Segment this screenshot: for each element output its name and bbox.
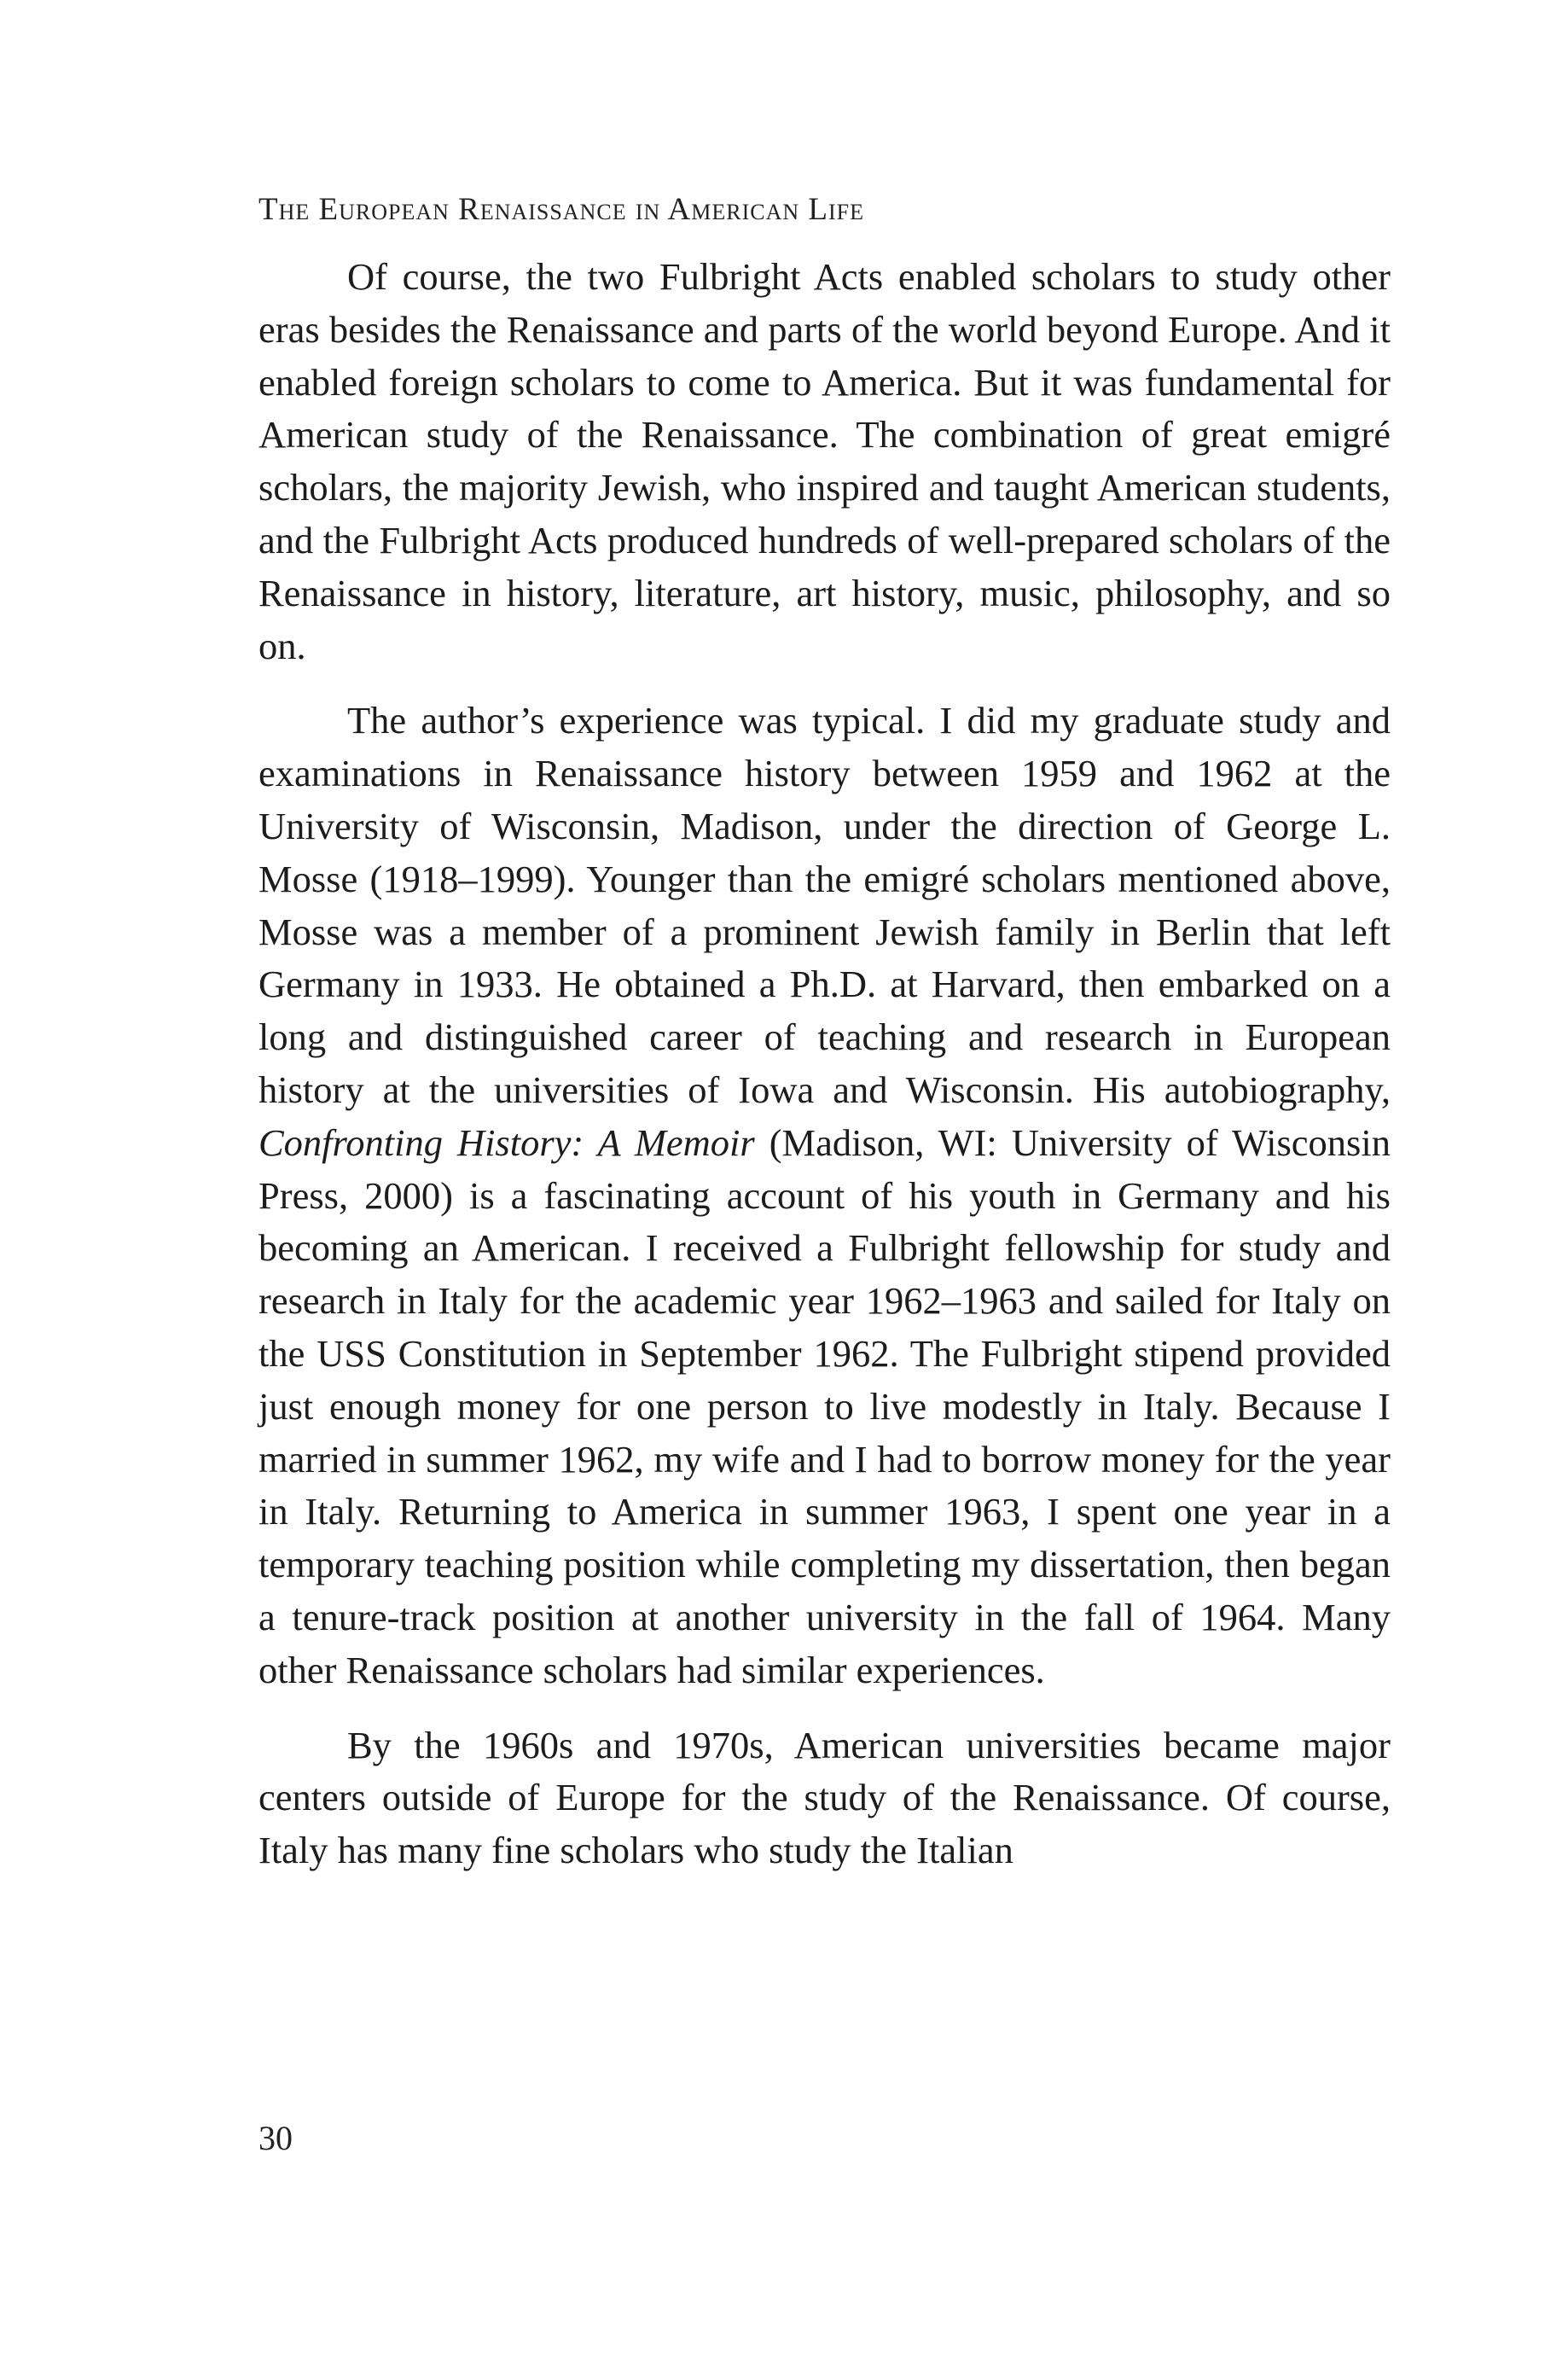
paragraph-2 <box>258 695 1391 1696</box>
paragraph-3: By the 1960s and 1970s, American universities became major centers outside of Europe for the study of the Renaissance. Of course, Italy has many fine scholars who study the Italian <box>258 1723 1391 1872</box>
paragraph-1: Of course, the two Fulbright Acts enabled scholars to study other eras besides the Renaissance and parts of the world beyond Europe. And it enabled foreign scholars to come to America. But it was fundamental for American study of the Renaissance. The combination of great emigré scholars, the majority Jewish, who inspired and taught American students, and the Fulbright Acts produced hundreds of well-prepared scholars of the Renaissance in history, literature, art history, music, philosophy, and so on. <box>258 255 1391 667</box>
paragraph-2-text-b: (Madison, WI: University of Wisconsin Press, 2000) is a fascinating account of his youth in Germany and his becoming an American. I received a Fulbright fellowship for study and research in Italy for the academic year 1962–1963 and sailed for Italy on the USS Constitution in September 1962. The Fulbright stipend provided just enough money for one person to live modestly in Italy. Because I married in summer 1962, my wife and I had to borrow money for the year in Italy. Returning to America in summer 1963, I spent one year in a temporary teaching position while completing my dissertation, then began a tenure-track position at another university in the fall of 1964. Many other Renaissance scholars had similar experiences. <box>258 1120 1391 1691</box>
book-title-italic: Confronting History: A Memoir <box>258 1120 755 1164</box>
page-number: 30 <box>258 2119 293 2157</box>
book-page <box>258 188 1391 1900</box>
paragraph-2-text-a: The author’s experience was typical. I did my graduate study and examinations in Renaissance history between 1959 and 1962 at the University of Wisconsin, Madison, under the direction of George L. Mosse (1918–1999). Younger than the emigré scholars mentioned above, Mosse was a member of a prominent Jewish family in Berlin that left Germany in 1933. He obtained a Ph.D. at Harvard, then embarked on a long and distinguished career of teaching and research in European history at the universities of Iowa and Wisconsin. His autobiography, <box>258 699 1391 1111</box>
running-head: The European Renaissance in American Life <box>258 192 864 227</box>
